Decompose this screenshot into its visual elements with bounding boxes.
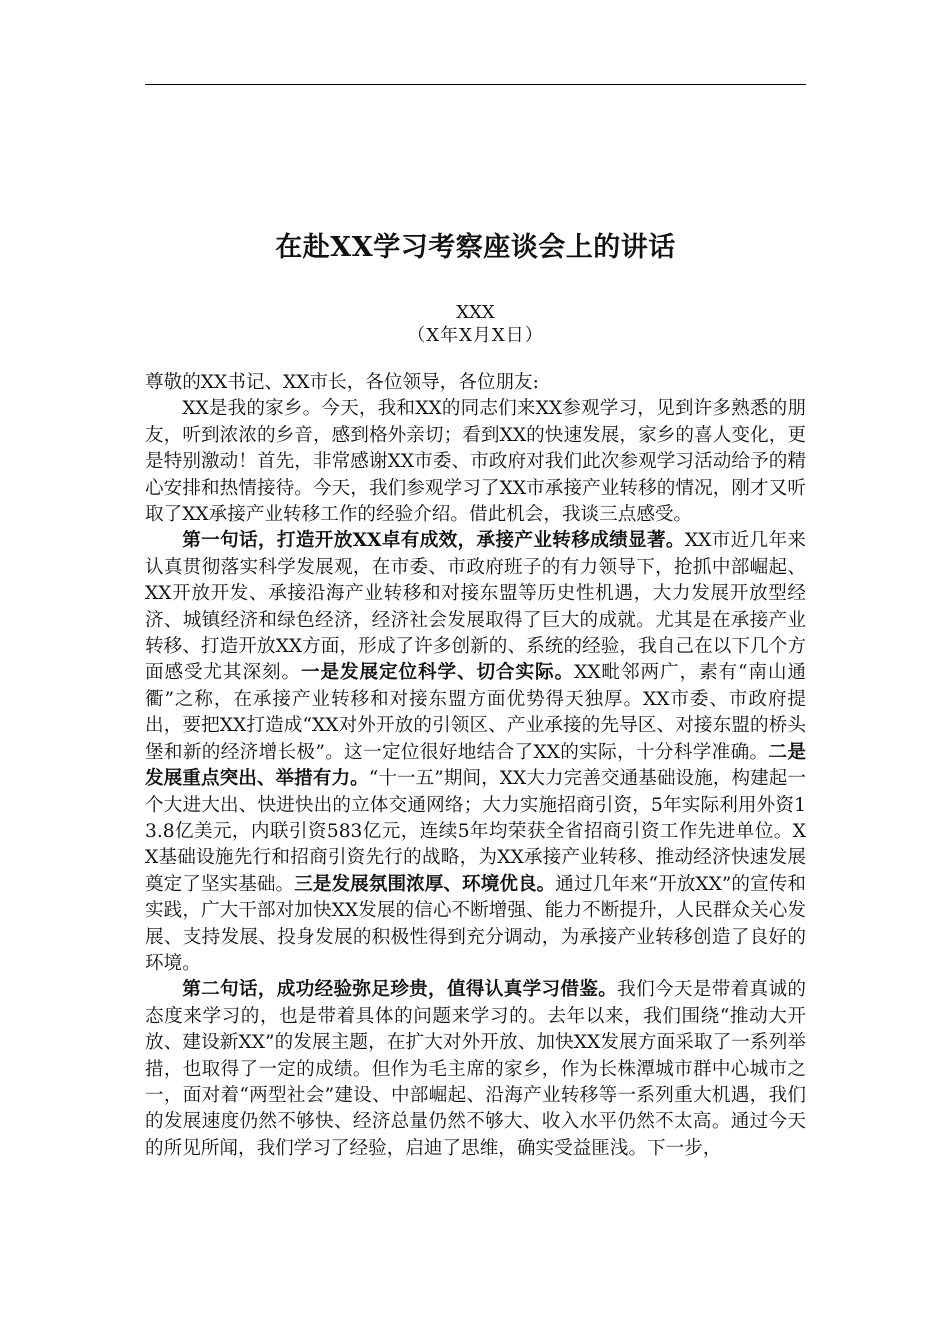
sub-point-heading-2: 二是发展重点突出、举措有力。 bbox=[145, 741, 806, 790]
salutation: 尊敬的XX书记、XX市长，各位领导，各位朋友: bbox=[145, 372, 539, 393]
paragraph-first-point bbox=[145, 528, 806, 977]
header-rule bbox=[145, 84, 806, 85]
sub-point-text-3: 通过几年来“开放XX”的宣传和实践，广大干部对加快XX发展的信心不断增强、能力不断提升，人民群众关心发展、支持发展、投身发展的积极性得到充分调动，为承接产业转移创造了良好的环境。 bbox=[145, 873, 806, 974]
speech-date: （X年X月X日） bbox=[407, 325, 544, 346]
section-heading-second: 第二句话，成功经验弥足珍贵，值得认真学习借鉴。 bbox=[182, 979, 618, 1001]
sub-point-text-1: XX毗邻两广，素有“南山通衢”之称，在承接产业转移和对接东盟方面优势得天独厚。XX市委、市政府提出，要把XX打造成“XX对外开放的引领区、产业承接的先导区、对接东盟的桥头堡和新的经济增长极”。这一定位很好地结合了XX的实际，十分科学准确。 bbox=[145, 662, 806, 763]
document-title: 在赴XX学习考察座谈会上的讲话 bbox=[275, 232, 676, 263]
section-heading-first: 第一句话，打造开放XX卓有成效，承接产业转移成绩显著。 bbox=[182, 530, 685, 552]
second-point-text: 我们今天是带着真诚的态度来学习的，也是带着具体的问题来学习的。去年以来，我们围绕“推动大开放、建设新XX”的发展主题，在扩大对外开放、加快XX发展方面采取了一系列举措，也取得了一定的成绩。但作为毛主席的家乡，作为长株潭城市群中心城市之一，面对着“两型社会”建设、中部崛起、沿海产业转移等一系列重大机遇，我们的发展速度仍然不够快、经济总量仍然不够大、收入水平仍然不太高。通过今天的所见所闻，我们学习了经验，启迪了思维，确实受益匪浅。下一步， bbox=[145, 979, 806, 1159]
sub-point-heading-1: 一是发展定位科学、切合实际。 bbox=[301, 662, 575, 684]
paragraph-second-point bbox=[145, 977, 806, 1162]
sub-point-heading-3: 三是发展氛围浓厚、环境优良。 bbox=[294, 873, 556, 895]
speech-body bbox=[145, 370, 806, 1162]
sub-point-text-2: “十一五”期间，XX大力完善交通基础设施，构建起一个大进大出、快进快出的立体交通网络；大力实施招商引资，5年实际利用外资13.8亿美元，内联引资583亿元，连续5年均荣获全省招商引资工作先进单位。XX基础设施先行和招商引资先行的战略，为XX承接产业转移、推动经济快速发展奠定了坚实基础。 bbox=[145, 768, 806, 895]
first-point-text: XX市近几年来认真贯彻落实科学发展观，在市委、市政府班子的有力领导下，抢抓中部崛起、XX开放开发、承接沿海产业转移和对接东盟等历史性机遇，大力发展开放型经济、城镇经济和绿色经济，经济社会发展取得了巨大的成就。尤其是在承接产业转移、打造开放XX方面，形成了许多创新的、系统的经验，我自己在以下几个方面感受尤其深刻。 bbox=[145, 530, 806, 684]
author-name: XXX bbox=[456, 302, 495, 323]
paragraph-intro: XX是我的家乡。今天，我和XX的同志们来XX参观学习，见到许多熟悉的朋友，听到浓浓的乡音，感到格外亲切；看到XX的快速发展，家乡的喜人变化，更是特别激动！首先，非常感谢XX市委、市政府对我们此次参观学习活动给予的精心安排和热情接待。今天，我们参观学习了XX市承接产业转移的情况，刚才又听取了XX承接产业转移工作的经验介绍。借此机会，我谈三点感受。 bbox=[145, 398, 806, 526]
